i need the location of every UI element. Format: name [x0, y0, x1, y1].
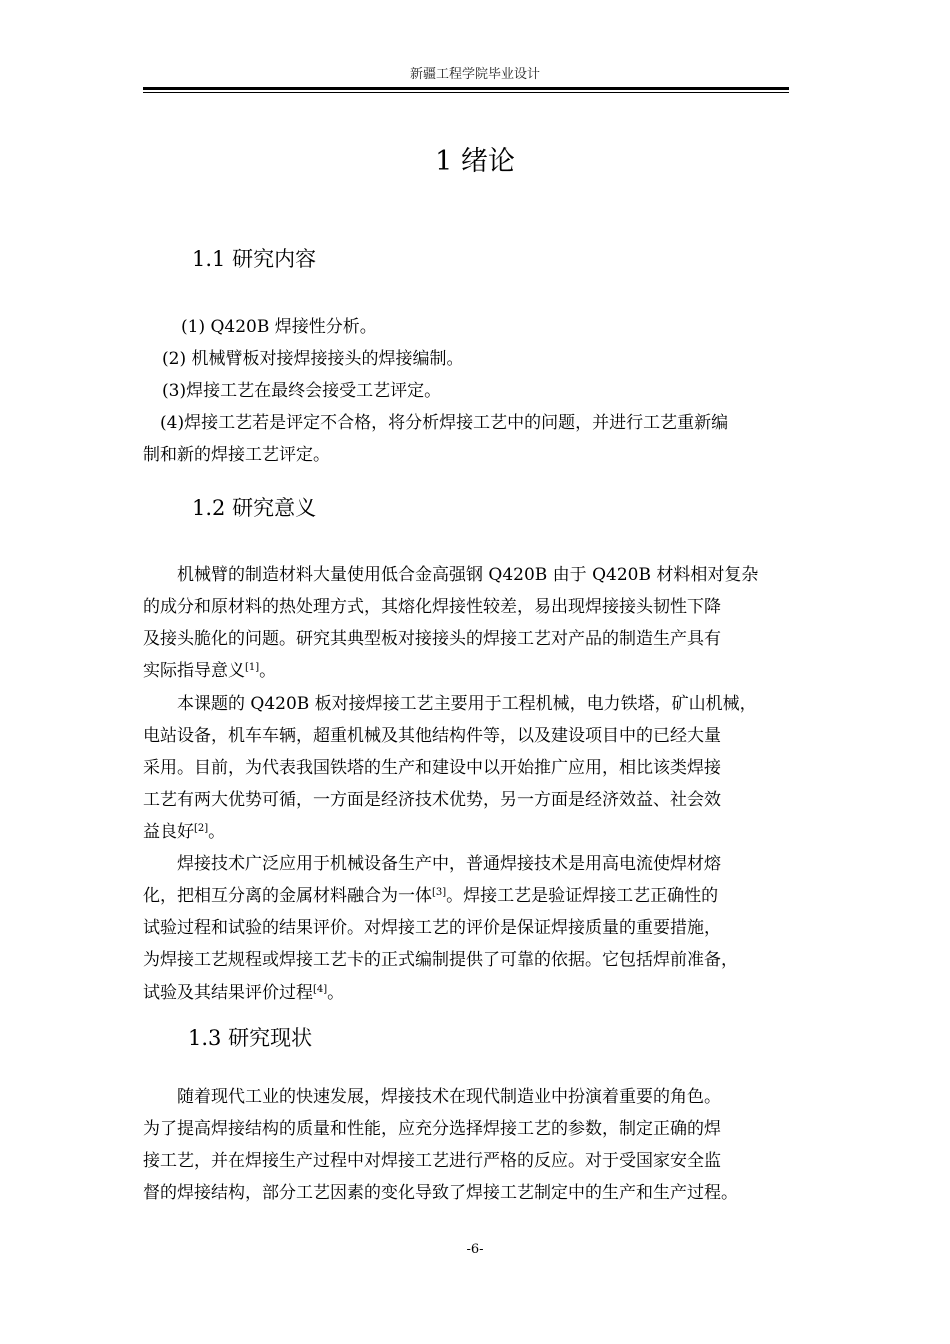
text-run: 实际指导意义: [143, 661, 245, 681]
paragraph-line: [143, 880, 809, 912]
paragraph-line: 焊接技术广泛应用于机械设备生产中，普通焊接技术是用高电流使焊材熔: [177, 854, 721, 874]
header-rule-thick: [143, 87, 789, 90]
section-title-1-3: 1.3 研究现状: [188, 1026, 313, 1050]
paragraph-line: 及接头脆化的问题。研究其典型板对接接头的焊接工艺对产品的制造生产具有: [143, 629, 721, 649]
paragraph-line: 工艺有两大优势可循，一方面是经济技术优势，另一方面是经济效益、社会效: [143, 790, 721, 810]
list-item: (3)焊接工艺在最终会接受工艺评定。: [162, 381, 442, 401]
list-item-continuation: 制和新的焊接工艺评定。: [143, 445, 330, 465]
paragraph-line: 采用。目前，为代表我国铁塔的生产和建设中以开始推广应用，相比该类焊接: [143, 758, 721, 778]
paragraph-line: 随着现代工业的快速发展，焊接技术在现代制造业中扮演着重要的角色。: [177, 1087, 721, 1107]
paragraph-line: 的成分和原材料的热处理方式，其熔化焊接性较差，易出现焊接接头韧性下降: [143, 597, 721, 617]
paragraph-line: [143, 816, 809, 848]
list-item: (1) Q420B 焊接性分析。: [181, 317, 377, 337]
running-header: 新疆工程学院毕业设计: [409, 67, 540, 82]
header-rule-thin: [143, 92, 789, 93]
paragraph-line: 督的焊接结构，部分工艺因素的变化导致了焊接工艺制定中的生产和生产过程。: [143, 1183, 738, 1203]
text-run: 。: [327, 983, 345, 1003]
paragraph-line: 本课题的 Q420B 板对接焊接工艺主要用于工程机械，电力铁塔，矿山机械，: [177, 694, 757, 714]
section-title-1-2: 1.2 研究意义: [192, 496, 317, 520]
text-run: 。: [259, 661, 277, 681]
paragraph-line: 机械臂的制造材料大量使用低合金高强钢 Q420B 由于 Q420B 材料相对复杂: [177, 565, 759, 585]
paragraph-line: 为了提高焊接结构的质量和性能，应充分选择焊接工艺的参数，制定正确的焊: [143, 1119, 721, 1139]
text-run: 益良好: [143, 822, 194, 842]
text-run: 。焊接工艺是验证焊接工艺正确性的: [446, 886, 719, 906]
chapter-title: 1 绪论: [435, 146, 515, 177]
list-item: (2) 机械臂板对接焊接接头的焊接编制。: [162, 349, 464, 369]
citation-ref: [1]: [245, 662, 260, 673]
paragraph-line: 接工艺，并在焊接生产过程中对焊接工艺进行严格的反应。对于受国家安全监: [143, 1151, 721, 1171]
section-title-1-1: 1.1 研究内容: [192, 247, 317, 271]
paragraph-line: 为焊接工艺规程或焊接工艺卡的正式编制提供了可靠的依据。它包括焊前准备，: [143, 950, 738, 970]
text-run: 。: [208, 822, 226, 842]
text-run: 试验及其结果评价过程: [143, 983, 313, 1003]
paragraph-line: [143, 655, 809, 687]
text-run: 化，把相互分离的金属材料融合为一体: [143, 886, 432, 906]
citation-ref: [3]: [432, 887, 447, 898]
citation-ref: [2]: [194, 823, 209, 834]
page-number: -6-: [466, 1242, 484, 1257]
list-item: (4)焊接工艺若是评定不合格，将分析焊接工艺中的问题，并进行工艺重新编: [160, 413, 729, 433]
paragraph-line: 试验过程和试验的结果评价。对焊接工艺的评价是保证焊接质量的重要措施，: [143, 918, 721, 938]
paragraph-line: [143, 977, 809, 1009]
paragraph-line: 电站设备，机车车辆，超重机械及其他结构件等，以及建设项目中的已经大量: [143, 726, 721, 746]
citation-ref: [4]: [313, 984, 328, 995]
